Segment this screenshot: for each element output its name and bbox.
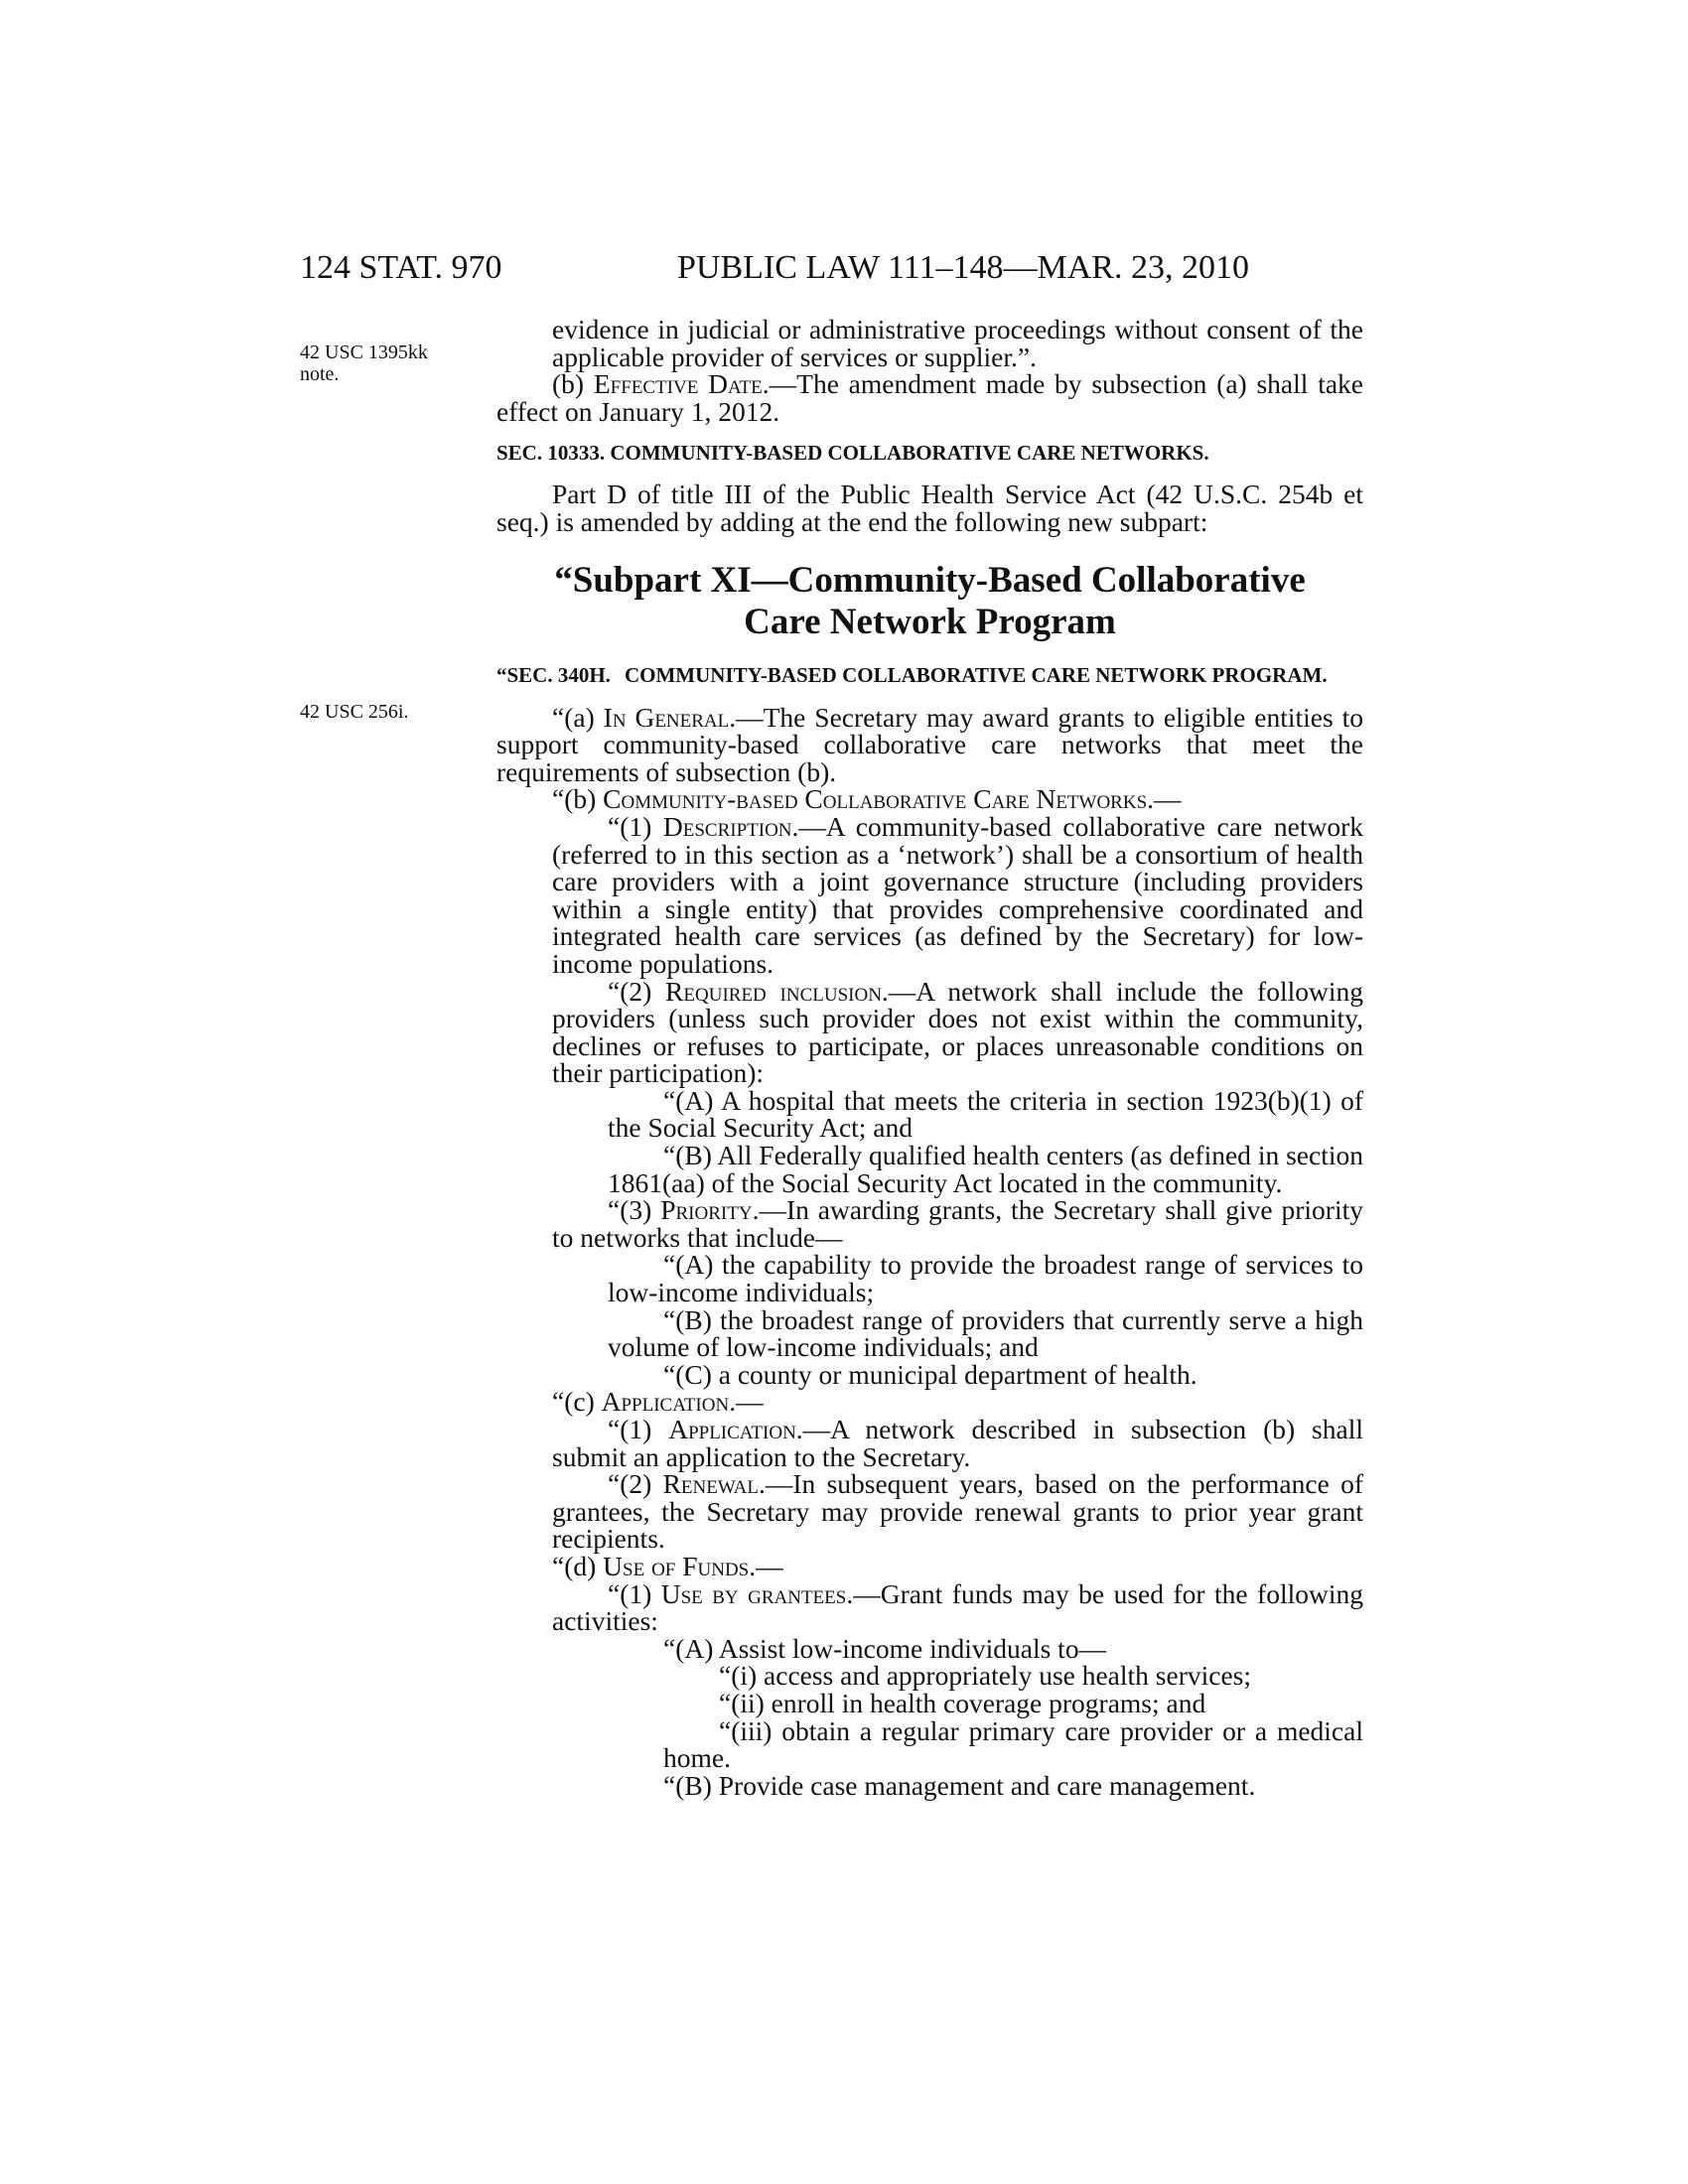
paragraph-marker: “(3) — [608, 1194, 661, 1226]
margin-note-usc-1395kk — [300, 341, 428, 385]
paragraph-text: .—A network shall include the following providers (unless such provider does not exist within the community, declines or refuses to participate, or places unreasonable conditions on their participation): — [552, 975, 1363, 1089]
stat-page-number: 124 STAT. 970 — [300, 249, 502, 286]
effective-date-paragraph — [496, 370, 1363, 425]
subparagraph-b3c: “(C) a county or municipal department of health. — [663, 1358, 1197, 1390]
clause-d1a-iii: “(iii) obtain a regular primary care provider or a medical home. — [663, 1714, 1363, 1774]
margin-note-line: 42 USC 1395kk — [300, 341, 428, 363]
paragraph-text: .—Grant funds may be used for the following activities: — [552, 1577, 1363, 1637]
subparagraph-b3b: “(B) the broadest range of providers that currently serve a high volume of low-income individuals; and — [608, 1303, 1363, 1363]
subsection-d — [496, 1550, 1363, 1581]
paragraph-b3 — [496, 1196, 1363, 1251]
paragraph-c1 — [496, 1416, 1363, 1470]
clause-d1a-i: “(i) access and appropriately use health services; — [719, 1660, 1252, 1692]
section-heading-340h — [496, 663, 1363, 688]
paragraph-text: .—The amendment made by subsection (a) shall take effect on January 1, 2012. — [496, 368, 1363, 427]
paragraph-heading: Required inclusion — [665, 975, 882, 1007]
paragraph-heading: Use by grantees — [660, 1577, 847, 1609]
paragraph-heading: In General — [603, 701, 730, 733]
paragraph-text: .— — [1147, 783, 1182, 815]
paragraph-heading: Use of Funds — [603, 1550, 750, 1581]
subsection-c — [496, 1388, 1363, 1416]
subparagraph-d1a: “(A) Assist low-income individuals to— — [663, 1632, 1107, 1664]
paragraph-b1 — [496, 810, 1364, 979]
paragraph-marker: “(2) — [608, 975, 666, 1007]
subsection-a — [496, 701, 1363, 787]
subpart-title — [496, 560, 1363, 643]
paragraph-heading: Description — [662, 810, 792, 842]
subpart-title-line: Care Network Program — [744, 601, 1116, 642]
subparagraph-b3a: “(A) the capability to provide the broadest range of services to low-income individuals; — [608, 1249, 1363, 1308]
paragraph-heading: Renewal — [662, 1468, 759, 1500]
paragraph-marker: “(2) — [608, 1468, 663, 1500]
paragraph-d1 — [496, 1577, 1363, 1637]
paragraph-text: .—A network described in subsection (b) shall submit an application to the Secretary. — [552, 1414, 1363, 1472]
subparagraph-b2b: “(B) All Federally qualified health centers (as defined in section 1861(aa) of the Social Security Act located in the community. — [608, 1140, 1363, 1198]
subsection-b — [496, 785, 1363, 813]
paragraph-text: .—The Secretary may award grants to eligible entities to support community-based collaborative care networks that meet the requirements of subsection (b). — [496, 701, 1363, 787]
paragraph-b2 — [496, 975, 1363, 1089]
amendment-intro-paragraph: Part D of title III of the Public Health Service Act (42 U.S.C. 254b et seq.) is amended by adding at the end the following new subpart: — [496, 478, 1363, 537]
subparagraph-d1b: “(B) Provide case management and care management. — [663, 1769, 1256, 1801]
paragraph-marker: “(d) — [552, 1550, 604, 1581]
running-header-title: PUBLIC LAW 111–148—MAR. 23, 2010 — [677, 249, 1249, 286]
paragraph-text: .—In subsequent years, based on the performance of grantees, the Secretary may provide renewal grants to prior year grant recipients. — [552, 1468, 1363, 1555]
paragraph-heading: Application — [601, 1386, 730, 1418]
paragraph-text: .— — [729, 1386, 764, 1418]
continuation-paragraph: evidence in judicial or administrative proceedings without consent of the applicable provider of services or supplier.”. — [552, 314, 1363, 372]
margin-note-usc-256i: 42 USC 256i. — [300, 701, 409, 723]
paragraph-marker: “(c) — [552, 1386, 602, 1418]
paragraph-marker: “(a) — [552, 701, 604, 733]
section-label: “SEC. 340H. — [496, 662, 611, 687]
paragraph-c2 — [496, 1470, 1363, 1553]
section-title: COMMUNITY-BASED COLLABORATIVE CARE NETWORK PROGRAM. — [624, 662, 1328, 687]
paragraph-marker: “(1) — [608, 1414, 669, 1444]
section-heading-10333: SEC. 10333. COMMUNITY-BASED COLLABORATIVE CARE NETWORKS. — [496, 441, 1209, 466]
document-body — [496, 316, 1363, 1799]
clause-d1a-ii: “(ii) enroll in health coverage programs; and — [719, 1687, 1206, 1718]
subparagraph-b2a: “(A) A hospital that meets the criteria in section 1923(b)(1) of the Social Security Act; and — [608, 1084, 1363, 1144]
paragraph-text: .—A community-based collaborative care network (referred to in this section as a ‘network’) shall be a consortium of health care providers with a joint governance structure (including providers within a single entity) that provides comprehensive coordinated and integrated health care services (as defined by the Secretary) for low-income populations. — [552, 810, 1364, 979]
margin-note-line: note. — [300, 363, 340, 385]
paragraph-heading: Community-based Collaborative Care Networks — [603, 783, 1148, 815]
paragraph-marker: “(b) — [552, 783, 604, 815]
paragraph-marker: (b) — [552, 368, 594, 400]
paragraph-text: .— — [749, 1550, 783, 1581]
paragraph-text: .—In awarding grants, the Secretary shall give priority to networks that include— — [552, 1194, 1363, 1253]
paragraph-heading: Priority — [660, 1194, 753, 1226]
paragraph-heading: Application — [668, 1414, 796, 1444]
paragraph-marker: “(1) — [608, 1577, 661, 1609]
subpart-title-line: “Subpart XI—Community-Based Collaborative — [554, 559, 1306, 601]
paragraph-heading: Effective Date — [593, 368, 763, 400]
paragraph-marker: “(1) — [608, 810, 663, 842]
